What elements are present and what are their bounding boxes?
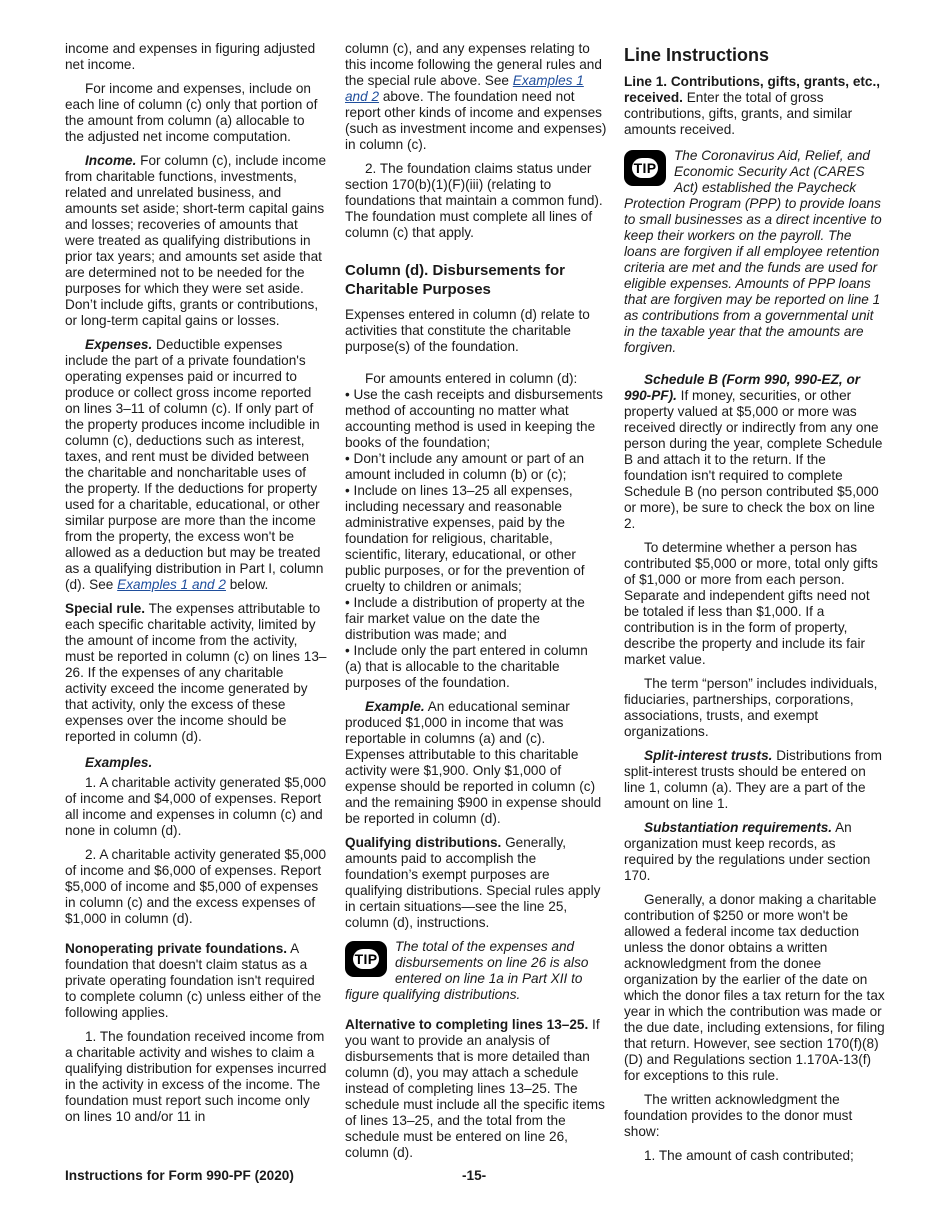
bullet-item: • Include a distribution of property at the fair market value on the date the distribution was made; and	[345, 595, 585, 642]
example-1: 1. A charitable activity generated $5,000 of income and $4,000 of expenses. Report all income and expenses in column (c) and none in column (d).	[65, 775, 327, 838]
run-in-heading-alternative: Alternative to completing lines 13–25.	[345, 1017, 589, 1032]
section-heading-column-d: Column (d). Disbursements for Charitable Purposes	[345, 262, 566, 298]
paragraph-nonoperating	[65, 941, 327, 1021]
run-in-heading-schedule-b: Schedule B (Form 990, 990-EZ, or 990-PF).	[624, 372, 861, 403]
schedule-b-text: If money, securities, or other property valued at $5,000 or more was received directly or indirectly from any one person during the year, complete Schedule B and attach it to the return. If the foundation isn't required to complete Schedule B (no person contributed $5,000 or more), be sure to check the box on line 2.	[624, 388, 883, 531]
run-in-heading-expenses: Expenses.	[85, 337, 153, 352]
tip-icon	[624, 150, 666, 186]
paragraph-schedule-b	[624, 372, 887, 532]
paragraph-expenses	[65, 337, 327, 593]
substantiation-text: An organization must keep records, as required by the regulations under section 170.	[624, 820, 871, 883]
paragraph-example	[345, 699, 607, 827]
page-footer	[65, 1168, 887, 1188]
paragraph-income	[65, 153, 327, 329]
list-item-1: 1. The amount of cash contributed;	[644, 1148, 854, 1163]
run-in-heading-nonoperating: Nonoperating private foundations.	[65, 941, 288, 956]
bullet-item: • Don’t include any amount or part of an amount included in column (b) or (c);	[345, 451, 585, 482]
examples-heading: Examples.	[85, 755, 153, 770]
tip-note-line-26	[345, 939, 607, 1003]
bullet-item: • Include only the part entered in column (a) that is allocable to the charitable purposes of the foundation.	[345, 643, 588, 690]
section-heading-line-instructions: Line Instructions	[624, 45, 770, 65]
bullet-item: • Use the cash receipts and disbursements method of accounting no matter what accounting method is used in keeping the books of the foundation;	[345, 387, 603, 450]
paragraph-person: The term “person” includes individuals, fiduciaries, partnerships, corporations, associations, trusts, and exempt organizations.	[624, 676, 878, 739]
alternative-text: If you want to provide an analysis of disbursements that is more detailed than column (d), you may attach a schedule instead of completing lines 13–25. The schedule must include all the specific items of lines 13–25, and the total from the schedule must be entered on line 26, column (d).	[345, 1017, 605, 1160]
run-in-heading-qualifying: Qualifying distributions.	[345, 835, 502, 850]
run-in-heading-substantiation: Substantiation requirements.	[644, 820, 833, 835]
paragraph-line-1	[624, 74, 887, 138]
tip-icon-label: TIP	[354, 951, 378, 967]
continued-text-a: column (c), and any expenses relating to this income following the general rules and the special rule above. See	[345, 41, 602, 88]
column-left	[65, 41, 327, 1133]
bullet-item: • Include on lines 13–25 all expenses, including necessary and reasonable administrative expenses, paid by the foundation for religious, charitable, scientific, literary, educational, or other public purposes, or for the prevention of cruelty to children or animals;	[345, 483, 585, 594]
page-number: -15-	[462, 1168, 487, 1183]
link-examples-1-and-2-b[interactable]: Examples 1 and 2	[345, 73, 584, 104]
paragraph-determine: To determine whether a person has contributed $5,000 or more, total only gifts of $1,000 or more from each person. Separate and independent gifts need not be totaled if less than $1,000. If a contribution is in the form of property, describe the property and include its fair market value.	[624, 540, 878, 667]
run-in-heading-example: Example.	[365, 699, 425, 714]
example-text: An educational seminar produced $1,000 in income that was reportable in columns (a) and (c). Expenses attributable to this charitable activity were $1,900. Only $1,000 of expense should be reported in column (c) and the remaining $900 in expense should be reported in column (d).	[345, 699, 602, 826]
paragraph-split-interest	[624, 748, 887, 812]
run-in-heading-line-1: Line 1. Contributions, gifts, grants, etc., received.	[624, 74, 881, 105]
line-1-text: Enter the total of gross contributions, gifts, grants, and similar amounts received.	[624, 90, 853, 137]
run-in-heading-special-rule: Special rule.	[65, 601, 146, 616]
tip-text: The Coronavirus Aid, Relief, and Economic Security Act (CARES Act) established the Paycheck Protection Program (PPP) to provide loans to small businesses as a direct incentive to keep their workers on the payroll. The loans are forgiven if all employee retention criteria are met and the funds are used for eligible expenses. Amounts of PPP loans that are forgiven may be reported on line 1 as contributions from a governmental unit in the taxable year that the amounts are forgiven.	[624, 148, 882, 355]
paragraph-amounts-lead: For amounts entered in column (d):	[365, 371, 578, 386]
paragraph-column-d-intro: Expenses entered in column (d) relate to activities that constitute the charitable purpose(s) of the foundation.	[345, 307, 590, 354]
paragraph-generally: Generally, a donor making a charitable contribution of $250 or more won't be allowed a federal income tax deduction unless the donor obtains a written acknowledgment from the donee organization by the earlier of the date on which the donor files a tax return for the tax year in which the contribution was made or the due date, including extensions, for filing that return. However, see section 170(f)(8)(D) and Regulations section 1.170A-13(f) for exceptions to this rule.	[624, 892, 885, 1083]
run-in-heading-split-interest: Split-interest trusts.	[644, 748, 773, 763]
special-rule-text: The expenses attributable to each specific charitable activity, limited by the amount of income from the activity, must be reported in column (c) on lines 13–26. If the expenses of any charitable activity exceed the income generated by that activity, only the excess of these expenses over the income should be reported in column (d).	[65, 601, 327, 744]
column-middle	[345, 41, 607, 1169]
column-right	[624, 41, 887, 1172]
list-item-2: 2. The foundation claims status under section 170(b)(1)(F)(iii) (relating to foundations that maintain a common fund). The foundation must complete all lines of column (c) that apply.	[345, 161, 603, 240]
link-examples-1-and-2[interactable]: Examples 1 and 2	[117, 577, 226, 592]
run-in-heading-income: Income.	[85, 153, 137, 168]
nonoperating-text: A foundation that doesn't claim status as a private operating foundation isn't required to complete column (c) unless either of the following applies.	[65, 941, 322, 1020]
tip-text: The total of the expenses and disbursements on line 26 is also entered on line 1a in Part XII to figure qualifying distributions.	[345, 939, 589, 1002]
footer-form-title: Instructions for Form 990-PF (2020)	[65, 1168, 294, 1183]
paragraph-adjusted-net-income: income and expenses in figuring adjusted net income.	[65, 41, 316, 72]
paragraph-written-acknowledgment: The written acknowledgment the foundation provides to the donor must show:	[624, 1092, 853, 1139]
paragraph-continued	[345, 41, 607, 153]
income-text: For column (c), include income from charitable functions, investments, related and unrelated business, and amounts set aside; short-term capital gains and losses; recoveries of amounts that were treated as qualifying distributions in prior tax years; and amounts set aside that are determined not to be needed for the purposes for which they were set aside. Don’t include gifts, grants or contributions, or long-term capital gains or losses.	[65, 153, 327, 328]
expenses-tail: below.	[229, 577, 269, 592]
example-2: 2. A charitable activity generated $5,000 of income and $6,000 of expenses. Report $5,000 of income and $5,000 of expenses in column (c) and the excess expenses of $1,000 in column (d).	[65, 847, 327, 926]
tip-icon	[345, 941, 387, 977]
expenses-text: Deductible expenses include the part of a private foundation's operating expenses paid or incurred to produce or collect gross income reported on lines 3–11 of column (c). If only part of the property produces income includible in column (c), deductions such as interest, taxes, and rent must be divided between the charitable and noncharitable uses of the property. If the deductions for property used for a charitable, educational, or other similar purpose are more than the income from the property, the excess won't be allowed as a deduction but may be treated as a qualifying distribution in Part I, column (d). See	[65, 337, 324, 592]
tip-icon-label: TIP	[633, 160, 657, 176]
tip-note-cares-act	[624, 148, 887, 356]
list-item-1: 1. The foundation received income from a charitable activity and wishes to claim a qualifying distribution for expenses incurred in the activity in excess of the income. The foundation must report such income only on lines 10 and/or 11 in	[65, 1029, 327, 1124]
paragraph-income-and-expenses: For income and expenses, include on each line of column (c) only that portion of the amount from column (a) allocable to the adjusted net income computation.	[65, 81, 318, 144]
continued-text-b: above. The foundation need not report other kinds of income and expenses (such as investment income and expenses) in column (c).	[345, 89, 607, 152]
paragraph-special-rule	[65, 601, 327, 745]
split-interest-text: Distributions from split-interest trusts should be entered on line 1, column (a). They are a part of the amount on line 1.	[624, 748, 882, 811]
bullet-list	[345, 387, 607, 691]
paragraph-alternative	[345, 1017, 607, 1161]
paragraph-substantiation	[624, 820, 887, 884]
paragraph-qualifying	[345, 835, 607, 931]
qualifying-text: Generally, amounts paid to accomplish the foundation’s exempt purposes are qualifying distributions. Special rules apply in certain situations—see the line 25, column (d), instructions.	[345, 835, 601, 930]
